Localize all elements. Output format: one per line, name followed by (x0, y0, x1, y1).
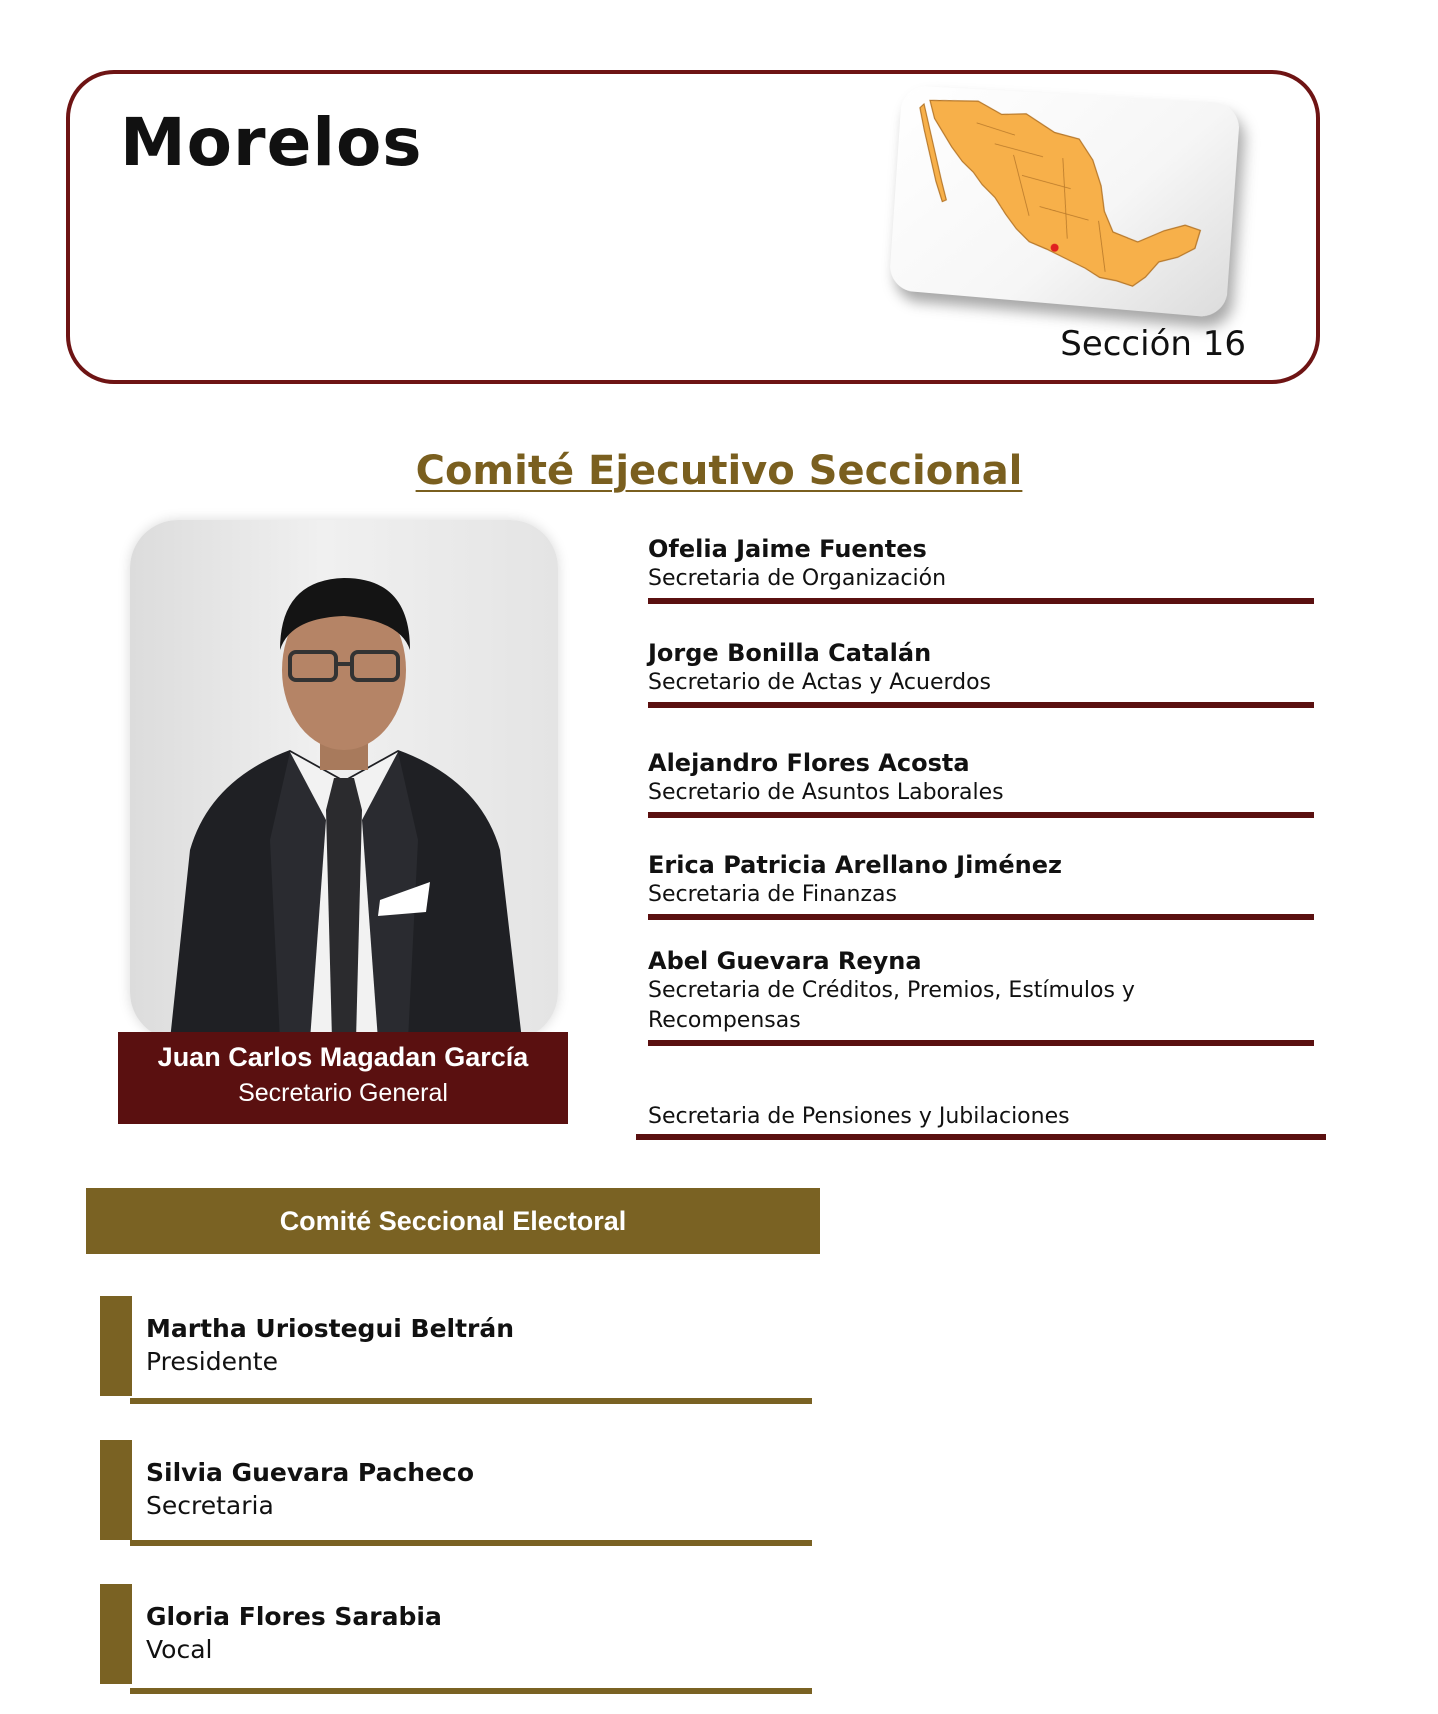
member-role: Secretaria de Créditos, Premios, Estímulos y Recompensas (648, 978, 1135, 1033)
state-title: Morelos (120, 104, 423, 181)
member-name: Abel Guevara Reyna (648, 947, 922, 975)
electoral-member (146, 1312, 514, 1378)
section-label: Sección 16 (1060, 324, 1246, 364)
executive-member (648, 748, 1308, 808)
divider (130, 1688, 812, 1694)
electoral-committee-title: Comité Seccional Electoral (86, 1188, 820, 1254)
mexico-map (889, 85, 1241, 318)
divider (636, 1134, 1326, 1140)
header-box (66, 70, 1320, 384)
divider (648, 702, 1314, 708)
executive-member (648, 850, 1308, 910)
member-role: Vocal (146, 1635, 213, 1664)
divider (648, 914, 1314, 920)
member-name: Martha Uriostegui Beltrán (146, 1314, 515, 1343)
member-name: Gloria Flores Sarabia (146, 1602, 442, 1631)
accent-block (100, 1440, 132, 1540)
member-role: Presidente (146, 1347, 278, 1376)
divider (648, 812, 1314, 818)
general-secretary-role: Secretario General (238, 1079, 448, 1107)
divider (130, 1398, 812, 1404)
accent-block (100, 1584, 132, 1684)
member-role: Secretaria (146, 1491, 274, 1520)
member-role: Secretaria de Finanzas (648, 882, 897, 907)
member-name: Ofelia Jaime Fuentes (648, 535, 927, 563)
member-name: Jorge Bonilla Catalán (648, 639, 932, 667)
member-role: Secretario de Asuntos Laborales (648, 780, 1004, 805)
member-name: Erica Patricia Arellano Jiménez (648, 851, 1062, 879)
member-role: Secretario de Actas y Acuerdos (648, 670, 992, 695)
member-role: Secretaria de Pensiones y Jubilaciones (648, 1104, 1070, 1129)
executive-committee-title: Comité Ejecutivo Seccional (415, 448, 1023, 494)
executive-member (648, 534, 1308, 594)
general-secretary-caption (118, 1032, 568, 1124)
general-secretary-photo (130, 520, 558, 1040)
electoral-member (146, 1456, 474, 1522)
person-photo-icon (130, 520, 558, 1040)
member-name: Alejandro Flores Acosta (648, 749, 970, 777)
mexico-map-icon (898, 90, 1230, 312)
general-secretary-name: Juan Carlos Magadan García (157, 1042, 529, 1072)
accent-block (100, 1296, 132, 1396)
divider (648, 598, 1314, 604)
member-role: Secretaria de Organización (648, 566, 947, 591)
executive-member (648, 638, 1308, 698)
executive-member (648, 946, 1208, 1036)
divider (130, 1540, 812, 1546)
divider (648, 1040, 1314, 1046)
executive-member (648, 1102, 1308, 1132)
electoral-member (146, 1600, 442, 1666)
member-name: Silvia Guevara Pacheco (146, 1458, 475, 1487)
